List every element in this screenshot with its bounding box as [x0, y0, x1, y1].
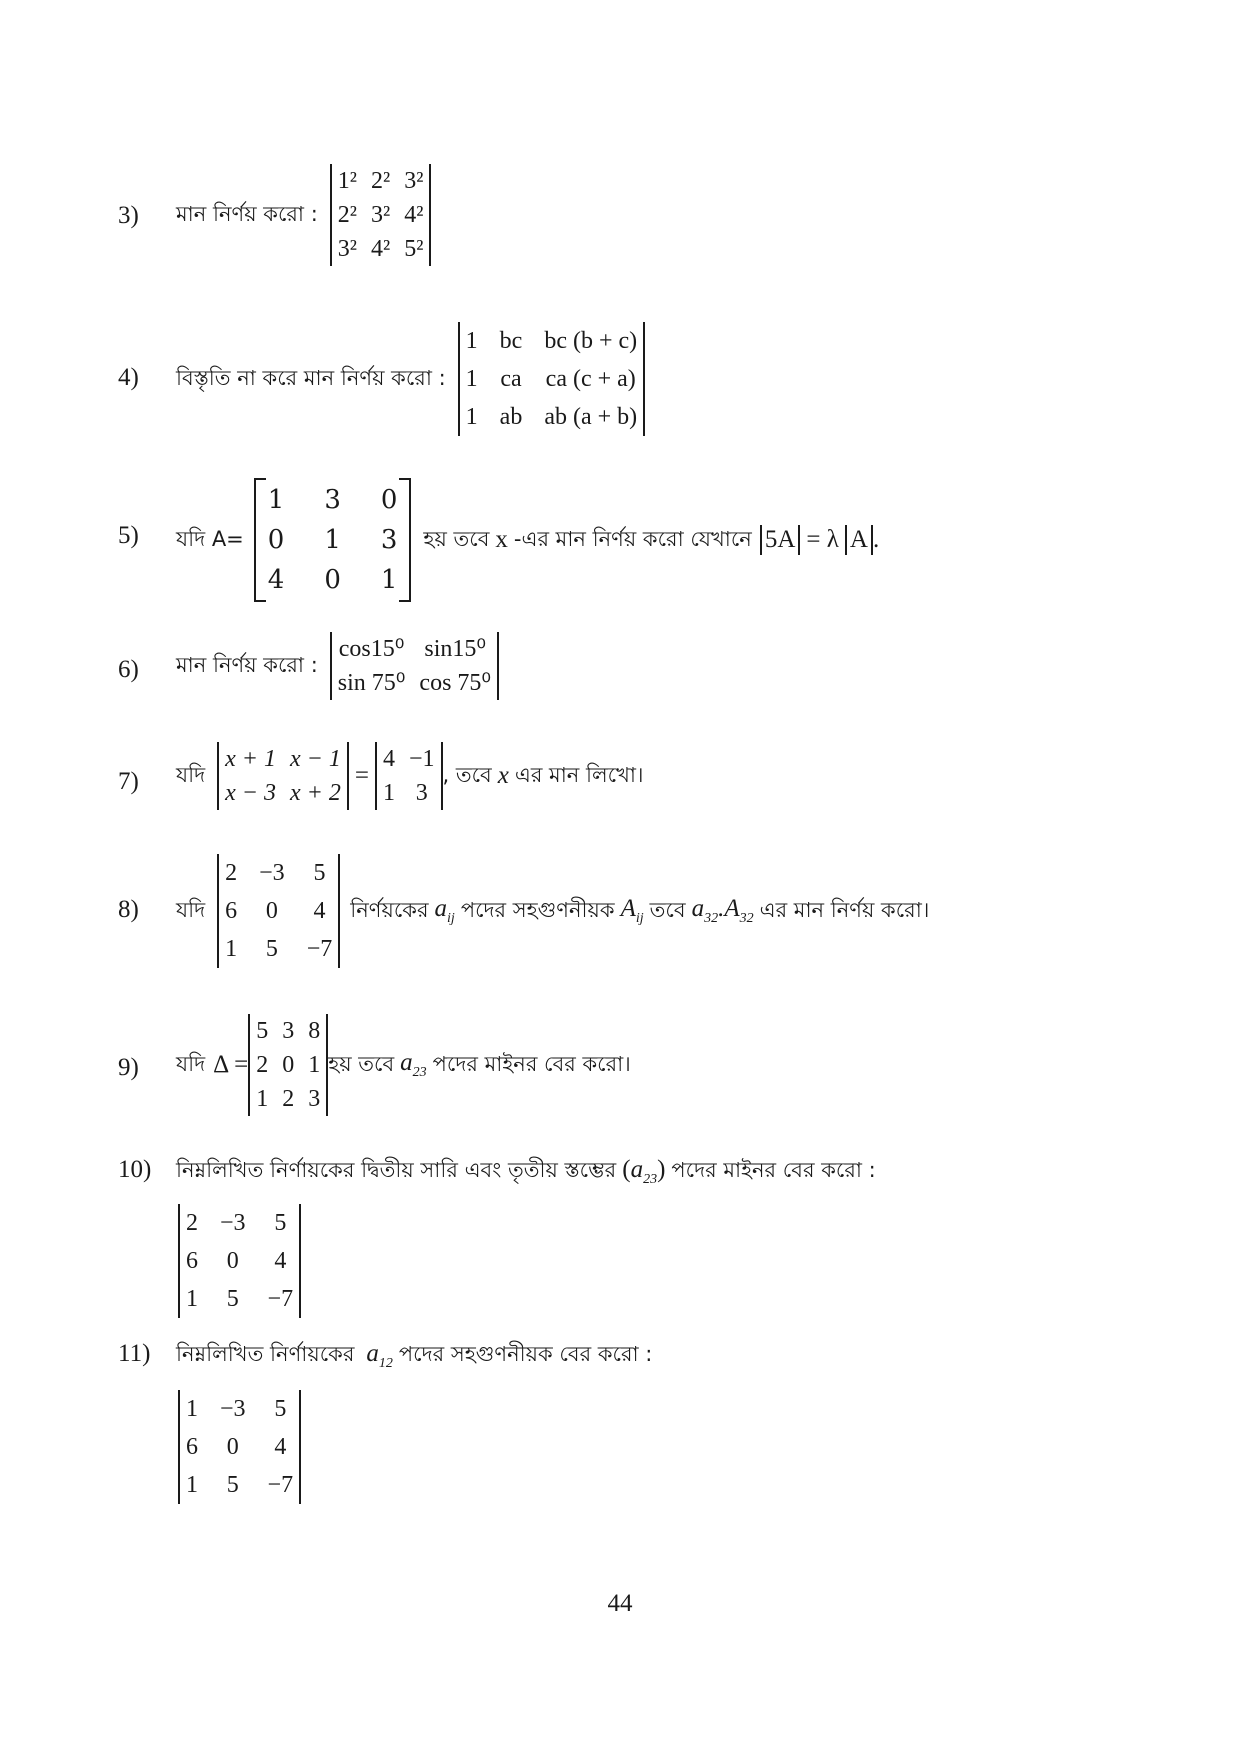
matrix-cell: x + 2: [290, 780, 341, 806]
matrix-cell: 0: [226, 1434, 239, 1460]
matrix-cell: 1: [186, 1472, 198, 1498]
question-text: নিম্নলিখিত নির্ণায়কের দ্বিতীয় সারি এবং তৃতীয় স্তম্ভের: [176, 1158, 617, 1182]
matrix-cell: −7: [267, 1286, 294, 1312]
matrix-cell: 2: [256, 1052, 269, 1078]
period: .: [872, 526, 880, 553]
question-number: 3): [118, 202, 139, 229]
matrix-a: [254, 480, 412, 600]
matrix-cell: 3: [282, 1018, 295, 1044]
question-number: 5): [118, 522, 139, 549]
matrix-cell: 0: [265, 898, 278, 924]
determinant: [178, 1390, 301, 1504]
question-text: , তবে: [442, 762, 492, 787]
equals-lambda: = λ: [806, 526, 839, 553]
question-prefix: যদি: [176, 762, 206, 787]
variable: x: [497, 762, 509, 789]
matrix-cell: 3: [415, 780, 428, 806]
variable: x: [495, 526, 508, 553]
matrix-cell: 3²: [337, 236, 357, 262]
determinant-right: [375, 742, 443, 810]
matrix-cell: 4²: [404, 202, 424, 228]
matrix-cell: 0: [267, 525, 285, 555]
question-number: 7): [118, 768, 139, 795]
matrix-cell: x + 1: [225, 746, 276, 772]
matrix-cell: sin 75⁰: [337, 670, 406, 696]
question-text: মান নির্ণয় করো :: [176, 201, 318, 226]
determinant: [178, 1204, 301, 1318]
matrix-cell: 1: [186, 1286, 198, 1312]
matrix-cell: 1: [324, 525, 341, 555]
question-prefix: যদি: [176, 1051, 206, 1076]
matrix-cell: 3: [308, 1086, 321, 1112]
matrix-cell: ca (c + a): [545, 366, 636, 392]
question-number: 9): [118, 1054, 139, 1081]
delta-symbol: Δ =: [213, 1051, 249, 1078]
matrix-cell: 5: [256, 1018, 269, 1044]
matrix-cell: ca: [500, 366, 522, 392]
symbol-a-ij: $a_{ij}$: [434, 895, 455, 926]
determinant: [458, 322, 645, 436]
matrix-cell: x − 1: [290, 746, 341, 772]
matrix-cell: 2: [225, 860, 238, 886]
question-text: নিম্নলিখিত নির্ণায়কের: [176, 1342, 355, 1366]
matrix-cell: cos15⁰: [338, 636, 405, 662]
matrix-cell: 0: [324, 565, 341, 595]
page-number: 44: [607, 1590, 633, 1617]
equals-sign: =: [354, 762, 369, 789]
matrix-cell: 6: [186, 1248, 198, 1274]
question-text: বিস্তৃতি না করে মান নির্ণয় করো :: [176, 365, 446, 390]
matrix-cell: 0: [226, 1248, 239, 1274]
symbol-a-23: $a_{23}$: [400, 1049, 427, 1080]
question-number: 6): [118, 656, 139, 683]
question-prefix: যদি A=: [176, 526, 244, 551]
question-number: 10): [118, 1156, 152, 1183]
matrix-cell: −7: [306, 936, 333, 962]
matrix-cell: 1: [186, 1396, 198, 1422]
question-text: পদের সহগুণনীয়ক বের করো :: [398, 1342, 653, 1366]
determinant: [217, 854, 340, 968]
symbol-a-12: $a_{12}$: [366, 1339, 393, 1371]
matrix-cell: 8: [308, 1018, 321, 1044]
symbol-A-ij: $A_{ij}$: [620, 895, 644, 926]
matrix-cell: 2: [282, 1086, 295, 1112]
matrix-cell: 4²: [370, 236, 391, 262]
matrix-cell: 0: [282, 1052, 295, 1078]
matrix-cell: −3: [259, 860, 285, 886]
matrix-cell: 3²: [404, 168, 424, 194]
question-text: হয় তবে: [423, 526, 490, 551]
matrix-cell: bc (b + c): [544, 328, 638, 354]
determinant-left: [217, 742, 349, 810]
matrix-cell: 5: [313, 860, 326, 886]
determinant: [248, 1014, 328, 1116]
determinant: [330, 632, 499, 700]
matrix-cell: 1: [382, 780, 395, 806]
matrix-cell: 5: [226, 1286, 239, 1312]
matrix-cell: ab: [499, 404, 523, 430]
matrix-cell: 5²: [404, 236, 424, 262]
question-text: তবে: [649, 897, 686, 922]
question-text: নির্ণয়কের: [350, 897, 429, 922]
matrix-cell: 2²: [337, 202, 357, 228]
matrix-cell: 3²: [370, 202, 391, 228]
matrix-cell: 4: [313, 898, 326, 924]
matrix-cell: 1²: [337, 168, 357, 194]
question-text: পদের মাইনর বের করো।: [432, 1051, 631, 1076]
matrix-cell: 1: [267, 485, 285, 515]
matrix-cell: −3: [220, 1396, 246, 1422]
matrix-cell: 1: [465, 404, 478, 430]
question-number: 8): [118, 896, 139, 923]
matrix-cell: 0: [380, 485, 398, 515]
question-text: এর মান লিখো।: [514, 762, 644, 787]
question-text: এর মান নির্ণয় করো।: [759, 897, 930, 922]
question-text: হয় তবে: [328, 1051, 395, 1076]
matrix-cell: 6: [225, 898, 238, 924]
question-number: 11): [118, 1340, 151, 1367]
matrix-cell: 1: [256, 1086, 269, 1112]
matrix-cell: cos 75⁰: [419, 670, 492, 696]
matrix-cell: 3: [324, 485, 341, 515]
matrix-cell: 4: [267, 565, 285, 595]
question-text: -এর মান নির্ণয় করো যেখানে: [513, 526, 752, 551]
product-expression: $a_{32}.A_{32}$: [691, 895, 754, 926]
matrix-cell: 5: [226, 1472, 239, 1498]
matrix-cell: x − 3: [225, 780, 276, 806]
matrix-cell: 4: [382, 746, 395, 772]
minor-symbol: $(a_{23})$: [622, 1155, 666, 1187]
determinant: [330, 164, 432, 266]
matrix-cell: 1: [465, 366, 478, 392]
det-a: A: [845, 525, 873, 555]
matrix-cell: 1: [465, 328, 478, 354]
matrix-cell: 2: [186, 1210, 198, 1236]
matrix-cell: 4: [274, 1248, 287, 1274]
matrix-cell: −7: [267, 1472, 294, 1498]
det-5a: 5A: [760, 525, 801, 555]
matrix-cell: 5: [265, 936, 278, 962]
matrix-cell: 6: [186, 1434, 198, 1460]
matrix-cell: −3: [220, 1210, 246, 1236]
matrix-cell: 1: [380, 565, 398, 595]
matrix-cell: 1: [308, 1052, 321, 1078]
matrix-cell: 1: [225, 936, 238, 962]
question-prefix: যদি: [176, 897, 206, 922]
question-text: পদের মাইনর বের করো :: [671, 1158, 876, 1182]
matrix-cell: −1: [408, 746, 435, 772]
matrix-cell: 2²: [370, 168, 391, 194]
question-number: 4): [118, 364, 139, 391]
matrix-cell: 3: [380, 525, 398, 555]
question-text: মান নির্ণয় করো :: [176, 652, 318, 677]
matrix-cell: bc: [499, 328, 523, 354]
matrix-cell: ab (a + b): [544, 404, 638, 430]
matrix-cell: 5: [274, 1210, 287, 1236]
matrix-cell: 4: [274, 1434, 287, 1460]
matrix-cell: sin15⁰: [424, 636, 487, 662]
matrix-cell: 5: [274, 1396, 287, 1422]
question-text: পদের সহগুণনীয়ক: [460, 897, 615, 922]
